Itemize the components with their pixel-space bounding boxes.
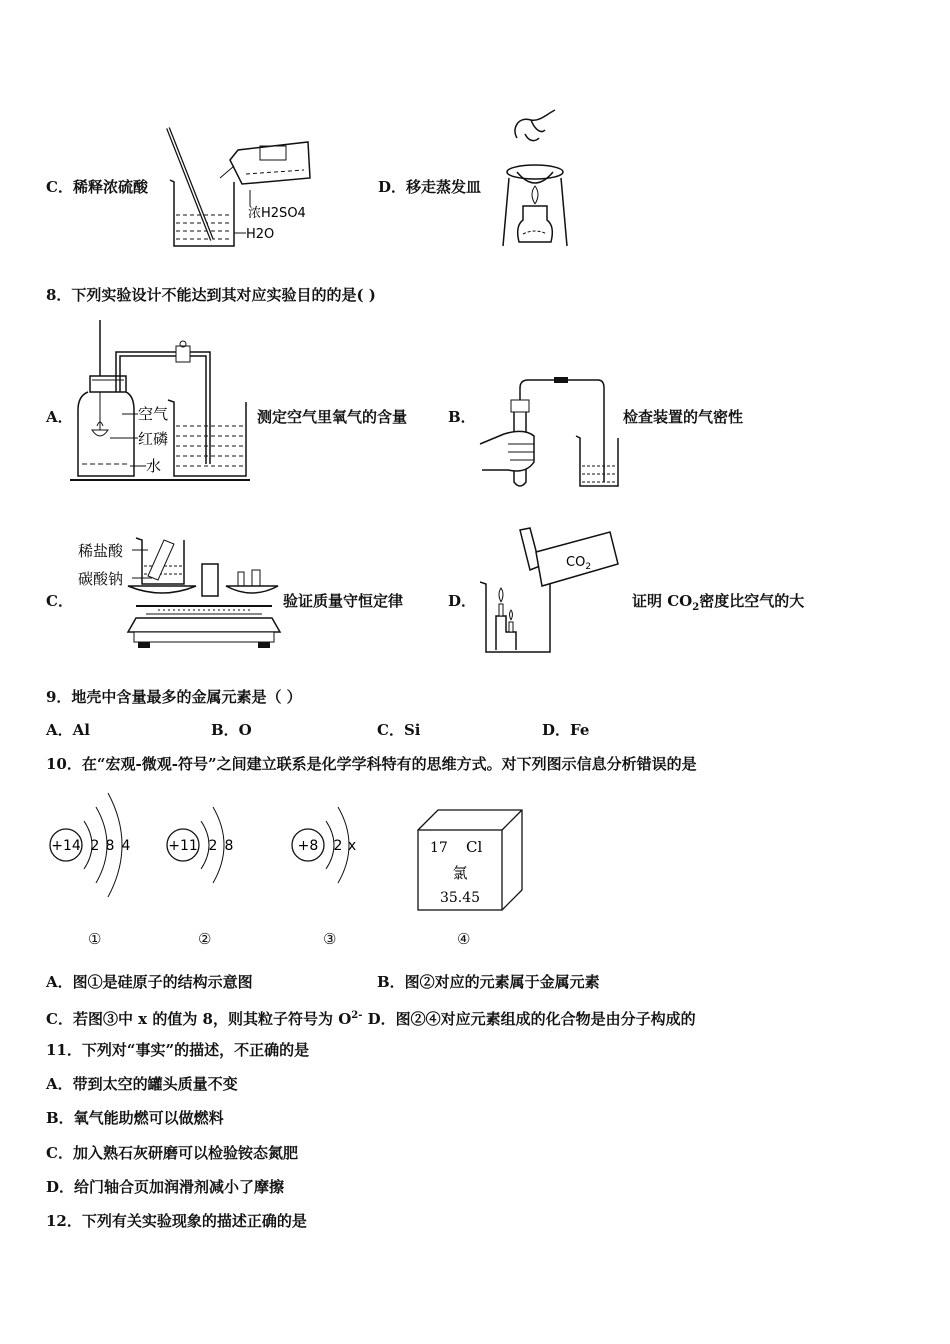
atom-structure-3-figure [288,785,378,905]
svg-text:浓H2SO4 [248,206,306,221]
figure-mark-4: ④ [457,930,471,948]
atom1-shell-1: 2 [90,838,100,854]
q10-option-a: A．图①是硅原子的结构示意图 [46,973,253,991]
q8-stem: 8．下列实验设计不能达到其对应实验目的的是( ) [46,286,376,304]
mass-conservation-balance-figure [76,526,282,652]
q7-option-c-label: C．稀释浓硫酸 [46,178,148,196]
q11-option-b: B．氧气能助燃可以做燃料 [46,1109,224,1127]
q8-option-b-text: 检查装置的气密性 [623,408,744,426]
periodic-table-cell-figure [416,808,526,914]
q10-option-d-text: D．图②④对应元素组成的化合物是由分子构成的 [362,1010,696,1028]
figure-mark-2: ② [198,930,212,948]
figure-mark-1: ① [88,930,102,948]
water-formula-label: H2O [246,227,275,242]
q8-option-a-text: 测定空气里氧气的含量 [257,408,408,426]
q10-option-b: B．图②对应的元素属于金属元素 [377,973,600,991]
q8-option-d-letter: D． [448,592,477,610]
co2-label-prefix: CO [566,555,586,570]
q11-option-c: C．加入熟石灰研磨可以检验铵态氮肥 [46,1144,298,1162]
element-mass: 35.45 [439,890,481,906]
element-symbol: Cl [466,838,483,856]
q8-option-d-text-sub: 2 [692,602,700,613]
oxygen-content-apparatus-figure [70,318,255,486]
evaporating-dish-figure [495,108,575,250]
atom1-shell-2: 8 [105,838,115,854]
q10-option-c-text: C．若图③中 x 的值为 8，则其粒子符号为 O [46,1010,352,1028]
acid-formula-label: H2SO4 [261,206,306,221]
q8-option-d-text-post: 密度比空气的大 [699,592,805,610]
atom2-nucleus: +11 [168,838,198,854]
air-label: 空气 [138,405,169,423]
element-number: 17 [430,840,448,856]
co2-label-sub: 2 [585,562,592,572]
water-label: 水 [146,457,162,475]
acid-prefix-label: 浓 [248,206,262,221]
atom3-shell-2: x [347,838,357,854]
co2-density-figure [480,526,620,656]
q10-option-c-d [46,1006,696,1029]
q9-option-d: D．Fe [542,721,590,739]
atom-structure-2-figure [163,785,253,905]
q12-stem: 12．下列有关实验现象的描述正确的是 [46,1212,307,1230]
atom1-shell-3: 4 [121,838,131,854]
q9-stem: 9．地壳中含量最多的金属元素是（ ） [46,688,302,706]
atom1-nucleus: +14 [51,838,81,854]
atom3-nucleus: +8 [297,838,319,854]
q8-option-c-text: 验证质量守恒定律 [283,592,404,610]
q9-option-c: C．Si [377,721,421,739]
q8-option-c-letter: C． [46,592,73,610]
q8-option-a-letter: A． [46,408,73,426]
q8-option-d-text [632,591,804,618]
q11-option-d: D．给门轴合页加润滑剂减小了摩擦 [46,1178,285,1196]
figure-mark-3: ③ [323,930,337,948]
atom-structure-1-figure [46,785,146,905]
dilute-hcl-label: 稀盐酸 [78,542,124,560]
airtightness-check-figure [478,374,628,492]
q8-option-b-letter: B． [448,408,476,426]
q10-stem: 10．在“宏观-微观-符号”之间建立联系是化学学科特有的思维方式。对下列图示信息分析错误的是 [46,755,697,773]
q8-option-d-text-pre: 证明 CO [632,592,693,610]
dilute-sulfuric-acid-figure [160,120,320,255]
q9-option-b: B．O [211,721,252,739]
atom2-shell-2: 8 [224,838,234,854]
q10-option-c-superscript: 2- [351,1010,363,1021]
atom3-shell-1: 2 [333,838,343,854]
q11-stem: 11．下列对“事实”的描述，不正确的是 [46,1041,310,1059]
q7-option-d-label: D．移走蒸发皿 [378,178,482,196]
red-phosphorus-label: 红磷 [138,430,169,448]
sodium-carbonate-label: 碳酸钠 [78,570,124,588]
atom2-shell-1: 2 [208,838,218,854]
element-name: 氯 [452,864,468,882]
q9-option-a: A．Al [46,721,90,739]
q11-option-a: A．带到太空的罐头质量不变 [46,1075,238,1093]
